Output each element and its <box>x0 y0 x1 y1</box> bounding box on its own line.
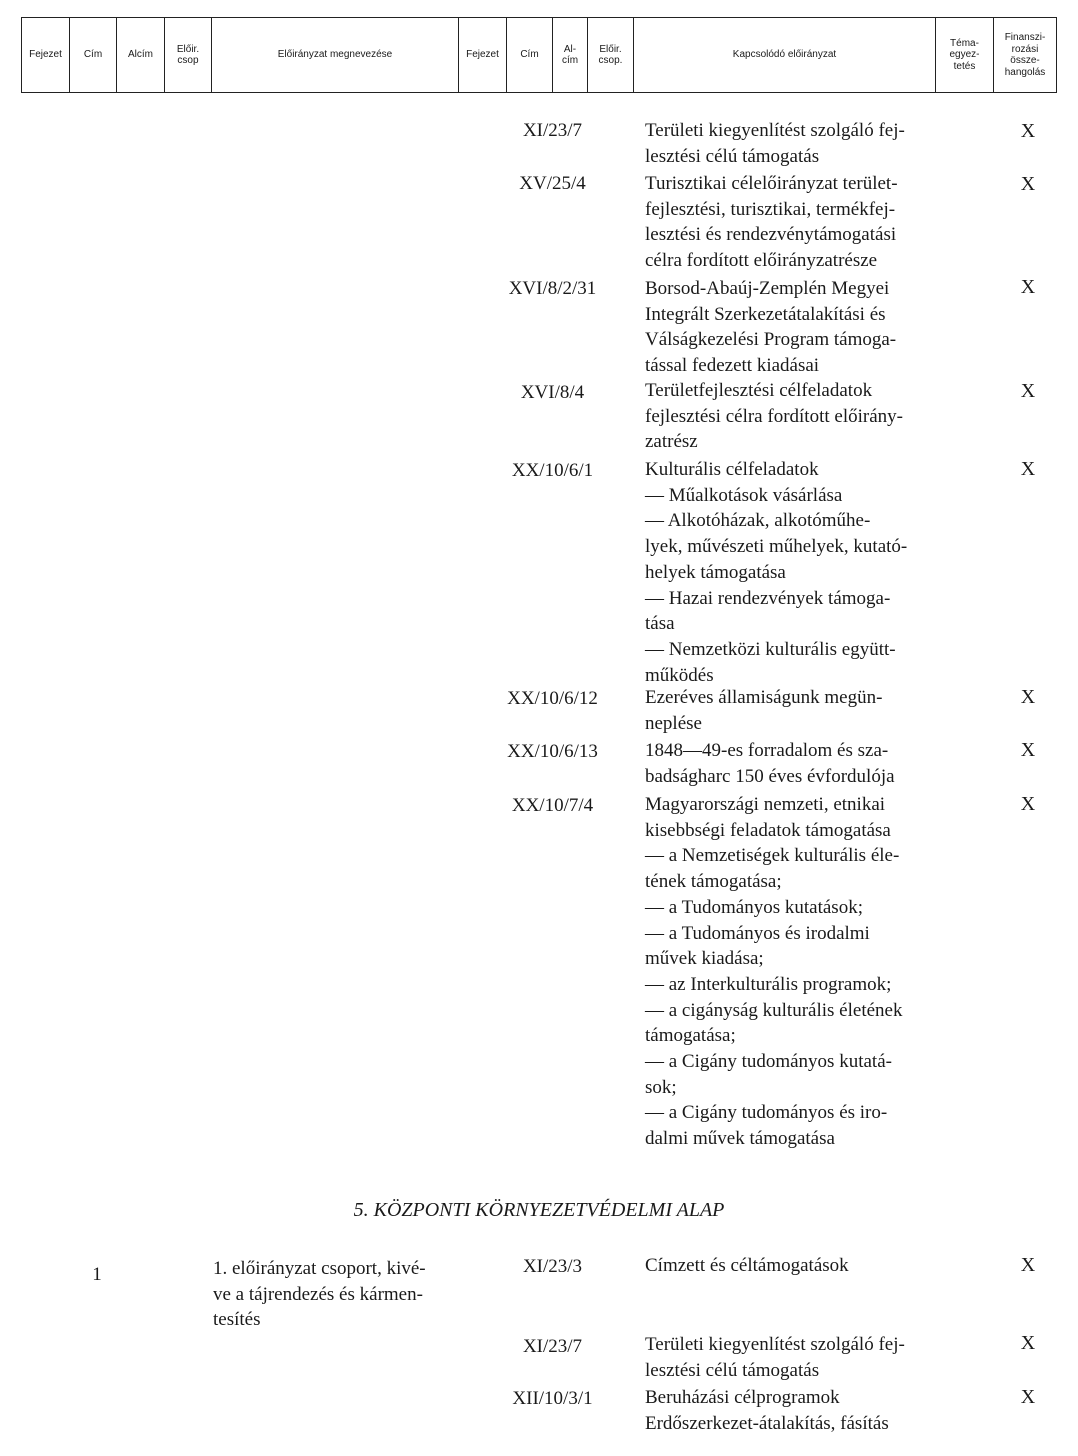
header-alcim-2: Al- cím <box>553 18 588 92</box>
row-mark: X <box>1020 686 1036 708</box>
row-description <box>645 685 939 736</box>
desc-line: Ezeréves államiságunk megün- <box>645 687 883 708</box>
row-code: XV/25/4 <box>519 173 586 194</box>
desc-line: Turisztikai célelőirányzat terület- <box>645 173 898 194</box>
desc-line: tének támogatása; <box>645 871 782 893</box>
row-description <box>645 792 939 1152</box>
desc-line: Területi kiegyenlítést szolgáló fej- <box>645 120 905 141</box>
desc-line: — az Interkulturális programok; <box>645 973 892 995</box>
section-title: 5. KÖZPONTI KÖRNYEZETVÉDELMI ALAP <box>353 1199 725 1221</box>
row-mark: X <box>1020 276 1036 298</box>
desc-line: Válságkezelési Program támoga- <box>645 329 897 351</box>
desc-line: — Nemzetközi kulturális együtt- <box>645 638 896 660</box>
row-code: XI/23/7 <box>522 1336 583 1357</box>
desc-line: tása <box>645 613 675 635</box>
header-fejezet: Fejezet <box>22 18 70 92</box>
header-kapcsolodo-eloiranyzat: Kapcsolódó előirányzat <box>634 18 936 92</box>
desc-line: működés <box>645 664 714 686</box>
header-temaegyeztetes: Téma- egyez- tetés <box>936 18 994 92</box>
desc-line: fejlesztési célra fordított előirány- <box>645 405 903 427</box>
row-description <box>645 1385 939 1436</box>
desc-line: lesztési célú támogatás <box>645 1359 820 1381</box>
row-mark: X <box>1020 458 1036 480</box>
section-eloiranyzat <box>213 1256 459 1333</box>
row-description <box>645 738 939 789</box>
desc-line: Beruházási célprogramok <box>645 1387 840 1408</box>
desc-line: kisebbségi feladatok támogatása <box>645 819 891 841</box>
desc-line: Magyarországi nemzeti, etnikai <box>645 794 886 815</box>
row-mark: X <box>1020 1332 1036 1354</box>
desc-line: Borsod-Abaúj-Zemplén Megyei <box>645 278 890 299</box>
header-alcim: Alcím <box>117 18 165 92</box>
desc-line: — a cigányság kulturális életének <box>645 999 903 1021</box>
desc-line: sok; <box>645 1076 677 1098</box>
row-code: XI/23/7 <box>522 120 583 141</box>
row-description <box>645 276 939 379</box>
header-cim: Cím <box>70 18 117 92</box>
desc-line: — a Tudományos és irodalmi <box>645 922 870 944</box>
desc-line: — Alkotóházak, alkotóműhe- <box>645 510 871 532</box>
desc-line: művek kiadása; <box>645 948 764 970</box>
desc-line: célra fordított előirányzatrésze <box>645 250 878 272</box>
row-description <box>645 378 939 455</box>
desc-line: tással fedezett kiadásai <box>645 355 820 377</box>
desc-line: fejlesztési, turisztikai, termékfej- <box>645 198 896 220</box>
header-eloir-csop: Előir. csop <box>165 18 212 92</box>
eloiranyzat-line: tesítés <box>213 1309 261 1331</box>
desc-line: neplése <box>645 712 702 734</box>
desc-line: — a Nemzetiségek kulturális éle- <box>645 845 900 867</box>
row-code: XX/10/6/13 <box>507 741 598 762</box>
desc-line: lesztési és rendezvénytámogatási <box>645 224 897 246</box>
header-fejezet-2: Fejezet <box>459 18 507 92</box>
row-code: XVI/8/2/31 <box>508 278 597 299</box>
row-mark: X <box>1020 120 1036 142</box>
desc-line: — Műalkotások vásárlása <box>645 484 843 506</box>
desc-line: támogatása; <box>645 1025 736 1047</box>
row-description <box>645 457 939 688</box>
header-finanszirozasi-osszehangolas: Finanszi- rozási össze- hangolás <box>1004 32 1046 78</box>
desc-line: — Hazai rendezvények támoga- <box>645 587 891 609</box>
desc-line: Integrált Szerkezetátalakítási és <box>645 303 886 325</box>
row-mark: X <box>1020 739 1036 761</box>
row-code: XX/10/6/1 <box>511 460 594 481</box>
desc-line: Területfejlesztési célfeladatok <box>645 380 873 401</box>
row-description <box>645 1332 939 1383</box>
row-description <box>645 1253 939 1279</box>
desc-line: — a Tudományos kutatások; <box>645 896 863 918</box>
row-mark: X <box>1020 1254 1036 1276</box>
desc-line: Kulturális célfeladatok <box>645 459 819 480</box>
desc-line: lesztési célú támogatás <box>645 145 820 167</box>
desc-line: Címzett és céltámogatások <box>645 1255 849 1276</box>
row-mark: X <box>1020 380 1036 402</box>
row-code: XII/10/3/1 <box>512 1388 593 1409</box>
row-mark: X <box>1020 173 1036 195</box>
header-eloiranyzat-megnevezese: Előirányzat megnevezése <box>212 18 459 92</box>
desc-line: helyek támogatása <box>645 561 786 583</box>
desc-line: — a Cigány tudományos kutatá- <box>645 1051 892 1073</box>
eloiranyzat-line: ve a tájrendezés és kármen- <box>213 1283 423 1305</box>
row-mark: X <box>1020 793 1036 815</box>
row-description <box>645 171 939 274</box>
desc-line: — a Cigány tudományos és iro- <box>645 1102 888 1124</box>
header-cim-2: Cím <box>507 18 553 92</box>
desc-line: Erdőszerkezet-átalakítás, fásítás <box>645 1412 889 1434</box>
desc-line: badságharc 150 éves évfordulója <box>645 765 895 787</box>
desc-line: 1848—49-es forradalom és sza- <box>645 740 889 761</box>
row-description <box>645 118 939 169</box>
row-code: XVI/8/4 <box>520 382 585 403</box>
desc-line: dalmi művek támogatása <box>645 1128 835 1150</box>
desc-line: lyek, művészeti műhelyek, kutató- <box>645 536 908 558</box>
eloiranyzat-line: 1. előirányzat csoport, kivé- <box>213 1258 426 1279</box>
row-mark: X <box>1020 1386 1036 1408</box>
desc-line: Területi kiegyenlítést szolgáló fej- <box>645 1334 905 1355</box>
table-header <box>21 17 1057 93</box>
row-code: XI/23/3 <box>522 1256 583 1277</box>
section-fejezet: 1 <box>92 1264 102 1285</box>
desc-line: zatrész <box>645 431 698 453</box>
row-code: XX/10/7/4 <box>511 795 594 816</box>
header-eloir-csop-2: Előir. csop. <box>588 18 634 92</box>
row-code: XX/10/6/12 <box>507 688 598 709</box>
